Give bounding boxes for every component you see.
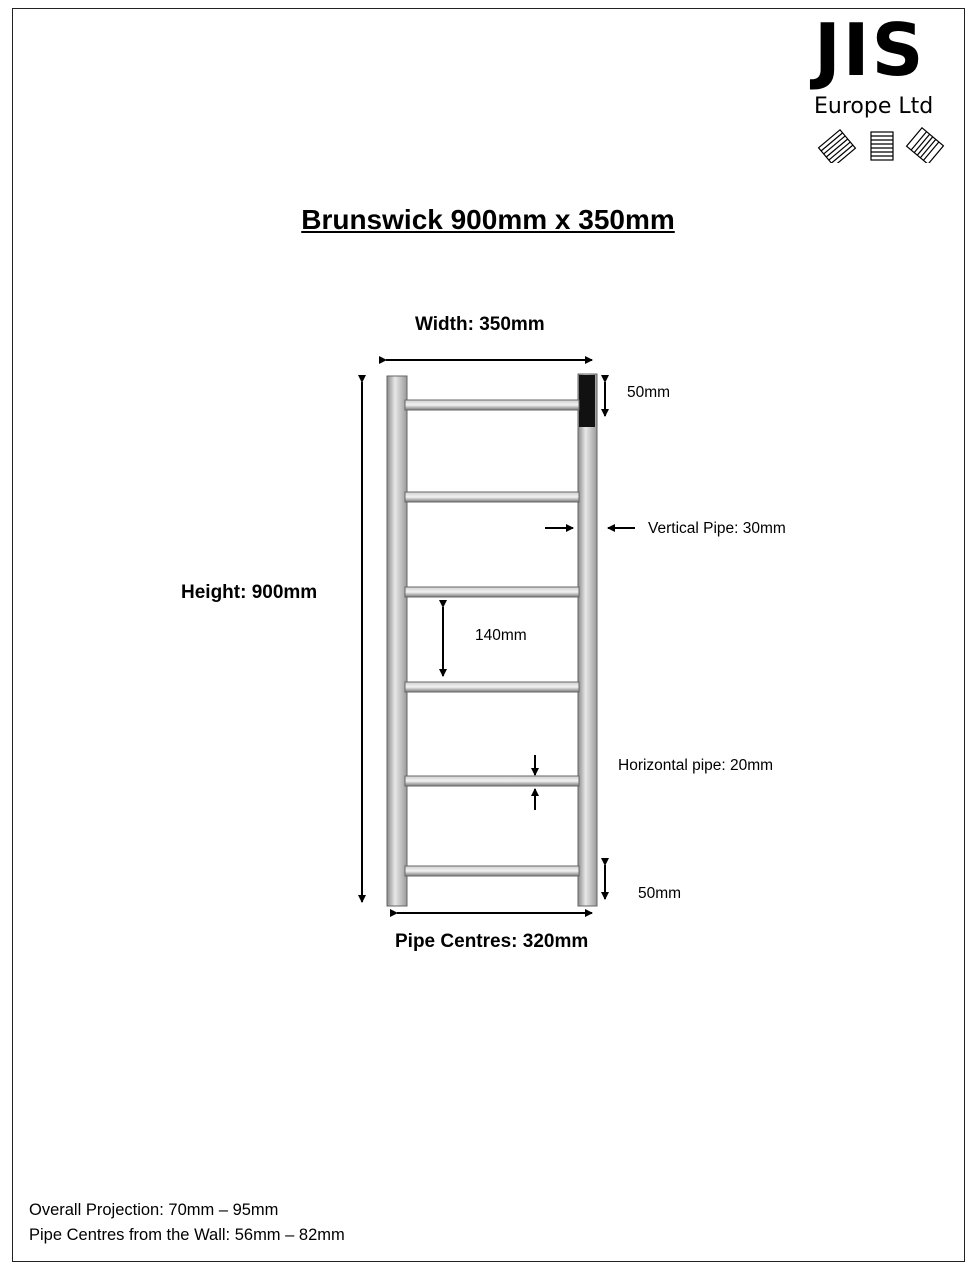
pipe-centres-label: Pipe Centres: 320mm [395,931,589,952]
bottom-gap-label: 50mm [638,885,682,902]
width-label: Width: 350mm [415,314,545,335]
page-title: Brunswick 900mm x 350mm [301,204,675,235]
vertical-pipe-label: Vertical Pipe: 30mm [648,520,786,537]
rung-spacing-label: 140mm [475,627,527,644]
overall-projection: Overall Projection: 70mm – 95mm [29,1201,279,1219]
logo-brand: JIS [814,8,926,92]
pipe-centres-from-wall: Pipe Centres from the Wall: 56mm – 82mm [29,1226,345,1244]
logo-subtitle: Europe Ltd [814,94,934,119]
height-label: Height: 900mm [181,582,318,603]
horizontal-pipe-label: Horizontal pipe: 20mm [618,757,774,774]
top-gap-label: 50mm [627,384,671,401]
